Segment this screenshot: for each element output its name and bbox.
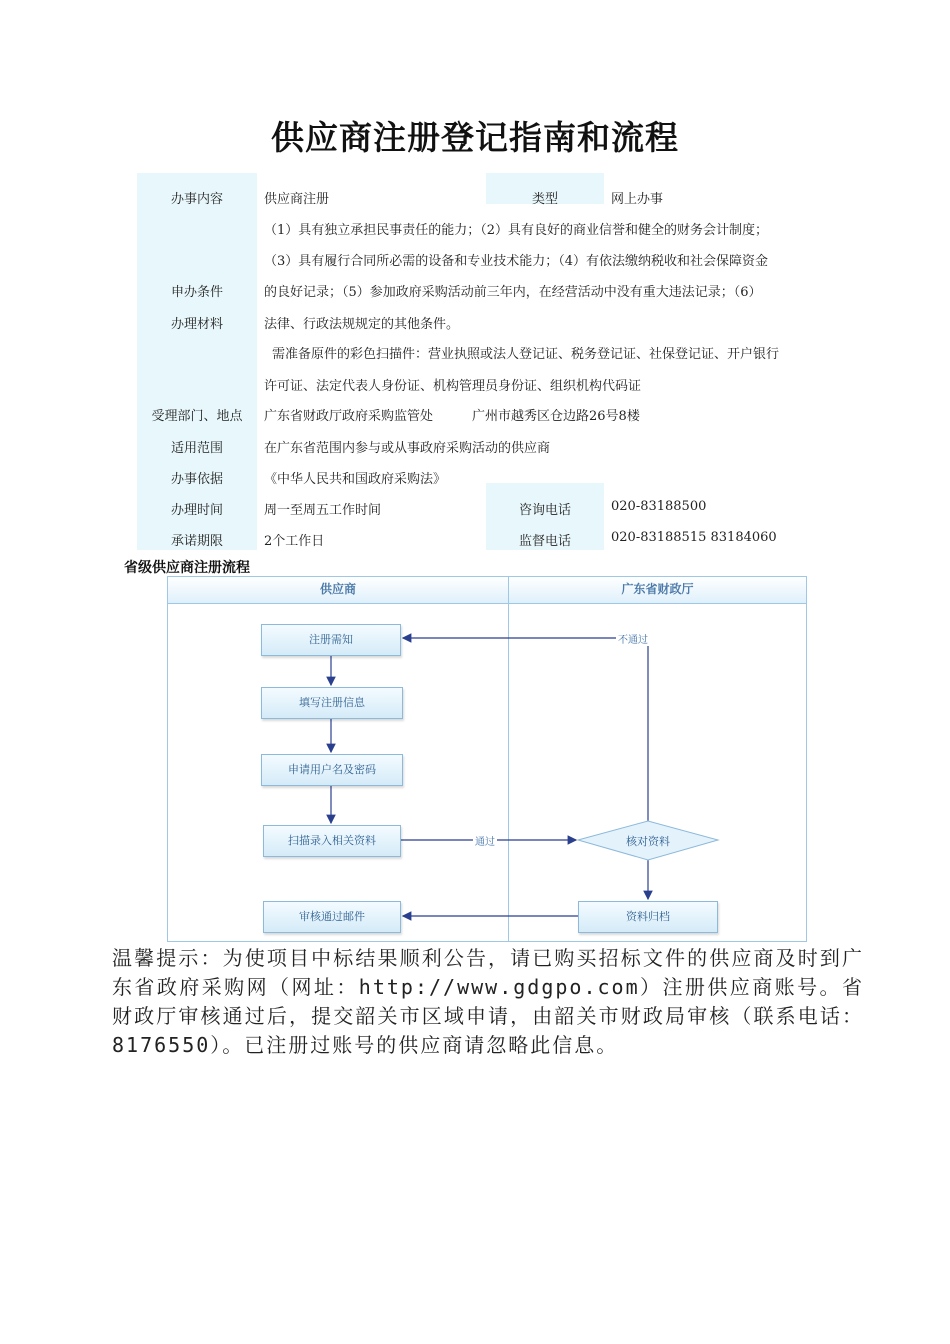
step-archive: 资料归档 xyxy=(578,901,718,933)
period-value: 2个工作日 xyxy=(264,534,325,549)
item-value: 供应商注册 xyxy=(264,192,330,207)
basis-label: 办事依据 xyxy=(170,472,223,487)
supervise-label: 监督电话 xyxy=(518,534,571,549)
item-label: 办事内容 xyxy=(170,192,223,207)
step-register-notice: 注册需知 xyxy=(261,624,401,656)
period-label: 承诺期限 xyxy=(170,534,223,549)
conditions-line: （1）具有独立承担民事责任的能力；（2）具有良好的商业信誉和健全的财务会计制度； xyxy=(264,223,769,238)
scope-label: 适用范围 xyxy=(170,441,223,456)
conditions-line: （3）具有履行合同所必需的设备和专业技术能力；（4）有依法缴纳税收和社会保障资金 xyxy=(264,254,769,269)
type-value: 网上办事 xyxy=(611,192,664,207)
conditions-line: 的良好记录；（5）参加政府采购活动前三年内，在经营活动中没有重大违法记录；（6） xyxy=(264,285,762,300)
time-label: 办理时间 xyxy=(170,503,223,518)
basis-value: 《中华人民共和国政府采购法》 xyxy=(264,472,447,487)
step-apply-account: 申请用户名及密码 xyxy=(261,754,403,786)
dept-value: 广东省财政厅政府采购监管处 xyxy=(264,409,434,424)
type-label: 类型 xyxy=(531,192,558,207)
step-fill-info: 填写注册信息 xyxy=(261,687,403,719)
pass-label: 通过 xyxy=(473,833,497,848)
dept-address: 广州市越秀区仓边路26号8楼 xyxy=(472,409,640,424)
page-title: 供应商注册登记指南和流程 xyxy=(271,118,679,157)
flow-caption: 省级供应商注册流程 xyxy=(124,560,250,576)
fail-label: 不通过 xyxy=(616,631,650,646)
supervise-value: 020-83188515 83184060 xyxy=(611,530,777,545)
check-label: 核对资料 xyxy=(626,835,670,848)
reminder-text: 温馨提示：为使项目中标结果顺利公告，请已购买招标文件的供应商及时到广东省政府采购网（网址：http://www.gdgpo.com）注册供应商账号。省财政厅审核通过后，提交韶关市区域申请，由韶关市财政局审核（联系电话：8176550）。已注册过账号的供应商请忽略此信息。 xyxy=(112,946,864,1057)
lane-header-finance-dept: 广东省财政厅 xyxy=(509,577,806,604)
lane-header-supplier: 供应商 xyxy=(168,577,508,604)
conditions-label: 申办条件 xyxy=(170,285,223,300)
consult-label: 咨询电话 xyxy=(518,503,571,518)
dept-label: 受理部门、地点 xyxy=(151,409,243,424)
time-value: 周一至周五工作时间 xyxy=(264,503,382,518)
arrow-check-fail-loop xyxy=(403,638,648,821)
materials-label: 办理材料 xyxy=(170,317,223,332)
materials-line: 许可证、法定代表人身份证、机构管理员身份证、组织机构代码证 xyxy=(264,379,642,394)
flow-diagram xyxy=(167,576,807,942)
consult-value: 020-83188500 xyxy=(611,499,707,514)
step-approval-mail: 审核通过邮件 xyxy=(263,901,401,933)
label-column-bg xyxy=(137,173,257,550)
materials-line: 需准备原件的彩色扫描件：营业执照或法人登记证、税务登记证、社保登记证、开户银行 xyxy=(272,347,780,362)
conditions-line: 法律、行政法规规定的其他条件。 xyxy=(264,317,460,332)
step-scan-upload: 扫描录入相关资料 xyxy=(263,825,401,857)
scope-value: 在广东省范围内参与或从事政府采购活动的供应商 xyxy=(264,441,551,456)
